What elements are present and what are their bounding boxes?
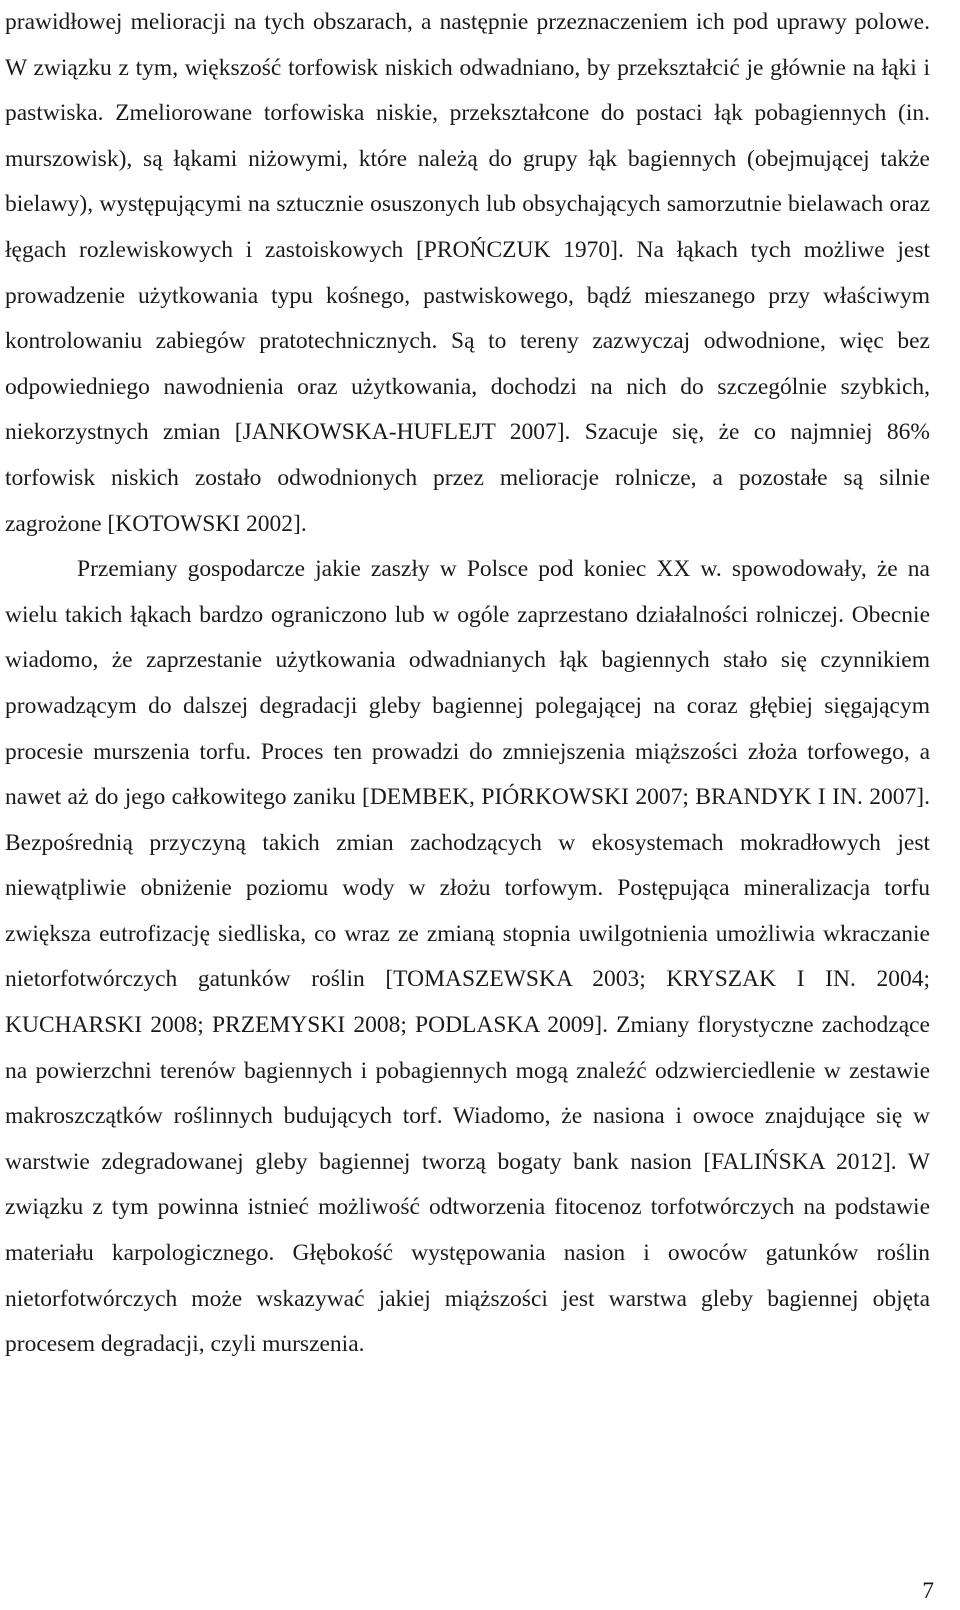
paragraph-1: prawidłowej melioracji na tych obszarach, a następnie przeznaczeniem ich pod uprawy polowe. W związku z tym, większość torfowisk niskich odwadniano, by przekształcić je głównie na łąki i pastwiska. Zmeliorowane torfowiska niskie, przekształcone do postaci łąk pobagiennych (in. murszowisk), są łąkami niżowymi, które należą do grupy łąk bagiennych (obejmującej także bielawy), występującymi na sztucznie osuszonych lub obsychających samorzutnie bielawach oraz łęgach rozlewiskowych i zastoiskowych [PROŃCZUK 1970]. Na łąkach tych możliwe jest prowadzenie użytkowania typu kośnego, pastwiskowego, bądź mieszanego przy właściwym kontrolowaniu zabiegów pratotechnicznych. Są to tereny zazwyczaj odwodnione, więc bez odpowiedniego nawodnienia oraz użytkowania, dochodzi na nich do szczególnie szybkich, niekorzystnych zmian [JANKOWSKA-HUFLEJT 2007]. Szacuje się, że co najmniej 86% torfowisk niskich zostało odwodnionych przez melioracje rolnicze, a pozostałe są silnie zagrożone [KOTOWSKI 2002]. <box>5 9 930 537</box>
document-page <box>5 0 930 1368</box>
page-number: 7 <box>922 1578 934 1604</box>
paragraph-2: Przemiany gospodarcze jakie zaszły w Polsce pod koniec XX w. spowodowały, że na wielu takich łąkach bardzo ograniczono lub w ogóle zaprzestano działalności rolniczej. Obecnie wiadomo, że zaprzestanie użytkowania odwadnianych łąk bagiennych stało się czynnikiem prowadzącym do dalszej degradacji gleby bagiennej polegającej na coraz głębiej sięgającym procesie murszenia torfu. Proces ten prowadzi do zmniejszenia miąższości złoża torfowego, a nawet aż do jego całkowitego zaniku [DEMBEK, PIÓRKOWSKI 2007; BRANDYK I IN. 2007]. Bezpośrednią przyczyną takich zmian zachodzących w ekosystemach mokradłowych jest niewątpliwie obniżenie poziomu wody w złożu torfowym. Postępująca mineralizacja torfu zwiększa eutrofizację siedliska, co wraz ze zmianą stopnia uwilgotnienia umożliwia wkraczanie nietorfotwórczych gatunków roślin [TOMASZEWSKA 2003; KRYSZAK I IN. 2004; KUCHARSKI 2008; PRZEMYSKI 2008; PODLASKA 2009]. Zmiany florystyczne zachodzące na powierzchni terenów bagiennych i pobagiennych mogą znaleźć odzwierciedlenie w zestawie makroszczątków roślinnych budujących torf. Wiadomo, że nasiona i owoce znajdujące się w warstwie zdegradowanej gleby bagiennej tworzą bogaty bank nasion [FALIŃSKA 2012]. W związku z tym powinna istnieć możliwość odtworzenia fitocenoz torfotwórczych na podstawie materiału karpologicznego. Głębokość występowania nasion i owoców gatunków roślin nietorfotwórczych może wskazywać jakiej miąższości jest warstwa gleby bagiennej objęta procesem degradacji, czyli murszenia. <box>5 556 930 1358</box>
